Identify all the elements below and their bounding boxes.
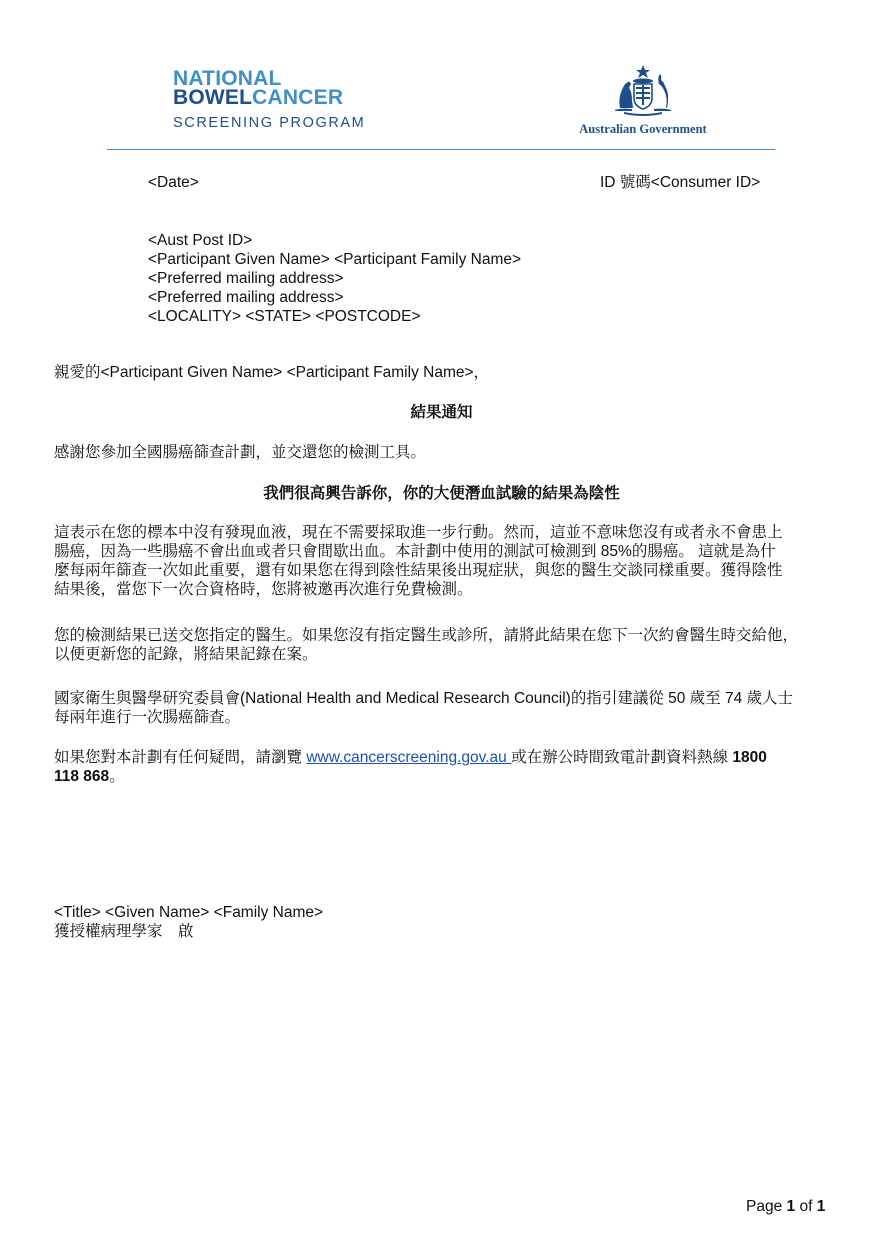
page-number xyxy=(746,1197,825,1216)
paragraph-line: 這表示在您的標本中沒有發現血液，現在不需要採取進一步行動。然而，這並不意味您沒有或者永不會患上 xyxy=(54,524,783,541)
consumer-id: ID 號碼<Consumer ID> xyxy=(600,174,761,191)
contact-text: 或在辦公時間致電計劃資料熱線 xyxy=(511,749,733,766)
salutation: 親愛的<Participant Given Name> <Participant Family Name>， xyxy=(54,364,490,381)
program-logo xyxy=(173,69,393,133)
address-line: <Preferred mailing address> xyxy=(148,270,344,287)
address-line: <Aust Post ID> xyxy=(148,232,253,249)
result-heading: 我們很高興告訴你，你的大便潛血試驗的結果為陰性 xyxy=(263,485,620,502)
paragraph-line xyxy=(54,748,767,767)
thanks-paragraph: 感謝您參加全國腸癌篩查計劃，並交還您的檢測工具。 xyxy=(54,444,427,461)
logo-line-bowel-cancer xyxy=(173,88,393,107)
recipient-address xyxy=(148,231,521,326)
logo-word-bowel: BOWEL xyxy=(173,86,253,109)
logo-word-cancer: CANCER xyxy=(252,86,344,109)
signature-block xyxy=(54,903,323,941)
coat-of-arms-icon xyxy=(612,64,674,116)
paragraph-line: 國家衛生與醫學研究委員會(National Health and Medical Research Council)的指引建議從 50 歲至 74 歲人士 xyxy=(54,690,794,707)
paragraph-line xyxy=(54,767,767,786)
australian-government-text: Australian Government xyxy=(579,122,707,136)
page-current: 1 xyxy=(786,1198,796,1215)
contact-paragraph xyxy=(54,748,767,786)
paragraph-line: 腸癌，因為一些腸癌不會出血或者只會間歇出血。本計劃中使用的測試可檢測到 85%的腸癌。 這就是為什 xyxy=(54,543,776,560)
contact-text: 如果您對本計劃有任何疑問，請瀏覽 xyxy=(54,749,307,766)
address-line: <Preferred mailing address> xyxy=(148,289,344,306)
doctor-notice-paragraph xyxy=(54,626,798,664)
signature-name: <Title> <Given Name> <Family Name> xyxy=(54,904,324,921)
australian-government-logo xyxy=(568,64,718,139)
of-word: of xyxy=(795,1198,817,1215)
address-line: <Participant Given Name> <Participant Family Name> xyxy=(148,251,522,268)
paragraph-line: 您的檢測結果已送交您指定的醫生。如果您沒有指定醫生或診所，請將此結果在您下一次約會醫生時交給他， xyxy=(54,627,799,644)
paragraph-line: 麼每兩年篩查一次如此重要，還有如果您在得到陰性結果後出現症狀，與您的醫生交談同樣重要。獲得陰性 xyxy=(54,562,783,579)
letter-date: <Date> xyxy=(148,174,199,191)
page-total: 1 xyxy=(816,1198,826,1215)
cancerscreening-website-link[interactable]: www.cancerscreening.gov.au xyxy=(306,749,512,766)
hotline-number: 118 868 xyxy=(54,768,110,785)
paragraph-line: 結果後，當您下一次合資格時，您將被邀再次進行免費檢測。 xyxy=(54,581,473,598)
paragraph-line: 以便更新您的記錄，將結果記錄在案。 xyxy=(54,646,318,663)
contact-text: 。 xyxy=(109,768,125,785)
address-line: <LOCALITY> <STATE> <POSTCODE> xyxy=(148,308,421,325)
hotline-number: 1800 xyxy=(732,749,767,766)
page-word: Page xyxy=(746,1198,787,1215)
letter-heading: 結果通知 xyxy=(410,404,473,421)
nhmrc-guideline-paragraph xyxy=(54,689,793,727)
paragraph-line: 每兩年進行一次腸癌篩查。 xyxy=(54,709,241,726)
signature-role: 獲授權病理學家 啟 xyxy=(54,923,194,940)
logo-line-screening-program: SCREENING PROGRAM xyxy=(173,115,366,131)
header-divider xyxy=(107,149,775,150)
logo-line-national: NATIONAL xyxy=(173,67,282,90)
result-explanation-paragraph xyxy=(54,523,783,599)
